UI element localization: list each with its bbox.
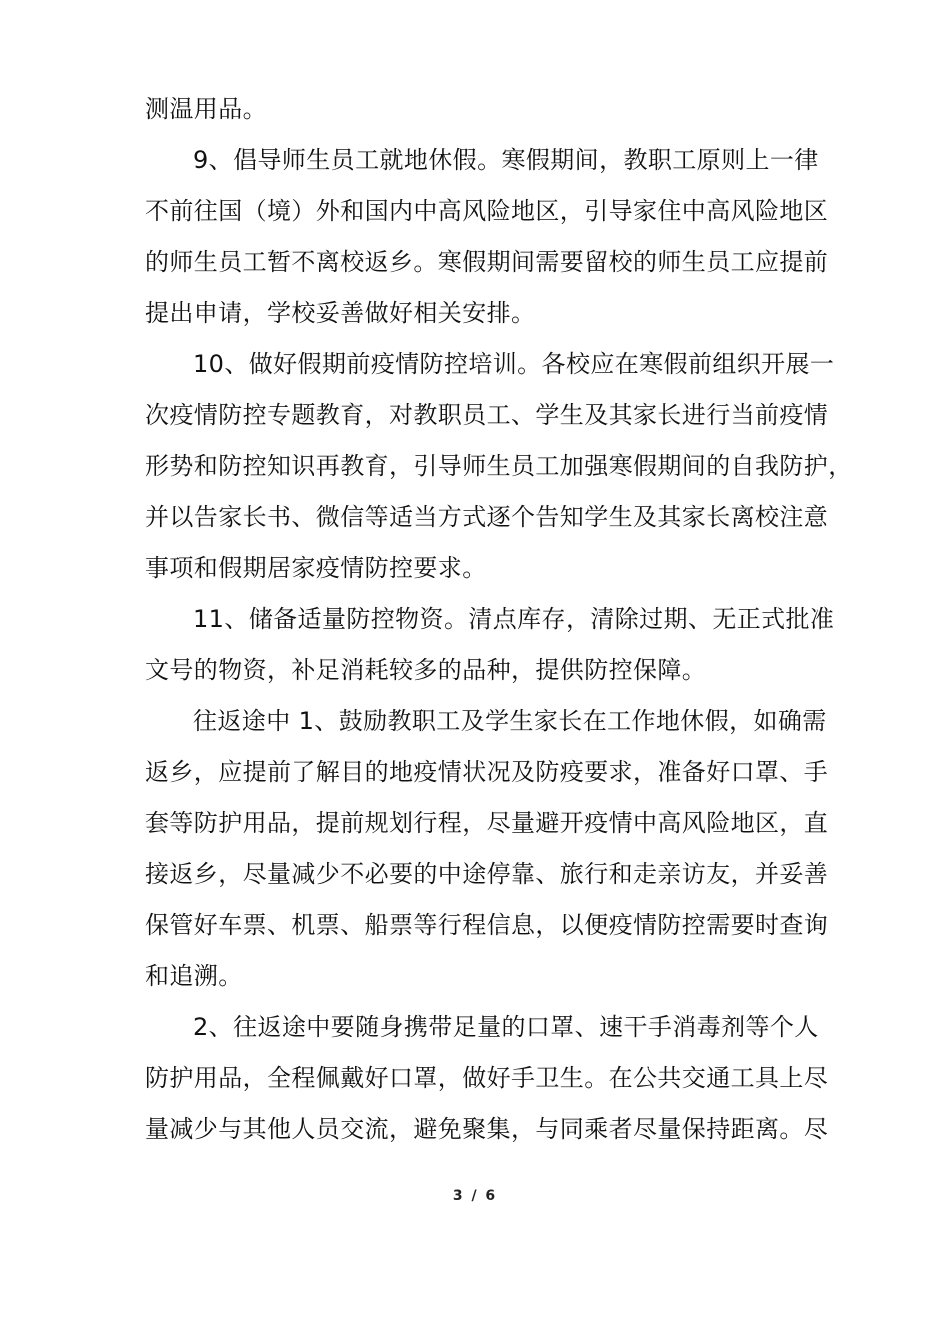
page-number: 3 / 6 xyxy=(452,1188,498,1204)
text-line: 次疫情防控专题教育，对教职员工、学生及其家长进行当前疫情 xyxy=(145,401,829,429)
text-line: 事项和假期居家疫情防控要求。 xyxy=(145,554,487,582)
text-line: 返乡，应提前了解目的地疫情状况及防疫要求，准备好口罩、手 xyxy=(145,758,829,786)
text-line: 不前往国（境）外和国内中高风险地区，引导家住中高风险地区 xyxy=(145,197,829,225)
text-line: 并以告家长书、微信等适当方式逐个告知学生及其家长离校注意 xyxy=(145,503,829,531)
text-line: 接返乡，尽量减少不必要的中途停靠、旅行和走亲访友，并妥善 xyxy=(145,860,829,888)
text-line: 量减少与其他人员交流，避免聚集，与同乘者尽量保持距离。尽 xyxy=(145,1115,829,1143)
paragraph-start-line: 2、往返途中要随身携带足量的口罩、速干手消毒剂等个人 xyxy=(193,1013,819,1041)
text-line: 保管好车票、机票、船票等行程信息，以便疫情防控需要时查询 xyxy=(145,911,829,939)
text-line: 测温用品。 xyxy=(145,95,267,123)
text-line: 文号的物资，补足消耗较多的品种，提供防控保障。 xyxy=(145,656,707,684)
paragraph-start-line: 9、倡导师生员工就地休假。寒假期间，教职工原则上一律 xyxy=(193,146,819,174)
text-line: 的师生员工暂不离校返乡。寒假期间需要留校的师生员工应提前 xyxy=(145,248,829,276)
text-line: 防护用品，全程佩戴好口罩，做好手卫生。在公共交通工具上尽 xyxy=(145,1064,829,1092)
text-line: 套等防护用品，提前规划行程，尽量避开疫情中高风险地区，直 xyxy=(145,809,829,837)
text-line: 和追溯。 xyxy=(145,962,243,990)
text-line: 形势和防控知识再教育，引导师生员工加强寒假期间的自我防护， xyxy=(145,452,853,480)
paragraph-start-line: 11、储备适量防控物资。清点库存，清除过期、无正式批准 xyxy=(193,605,835,633)
paragraph-start-line: 10、做好假期前疫情防控培训。各校应在寒假前组织开展一 xyxy=(193,350,835,378)
text-line: 提出申请，学校妥善做好相关安排。 xyxy=(145,299,536,327)
paragraph-start-line: 往返途中 1、鼓励教职工及学生家长在工作地休假，如确需 xyxy=(193,707,827,735)
